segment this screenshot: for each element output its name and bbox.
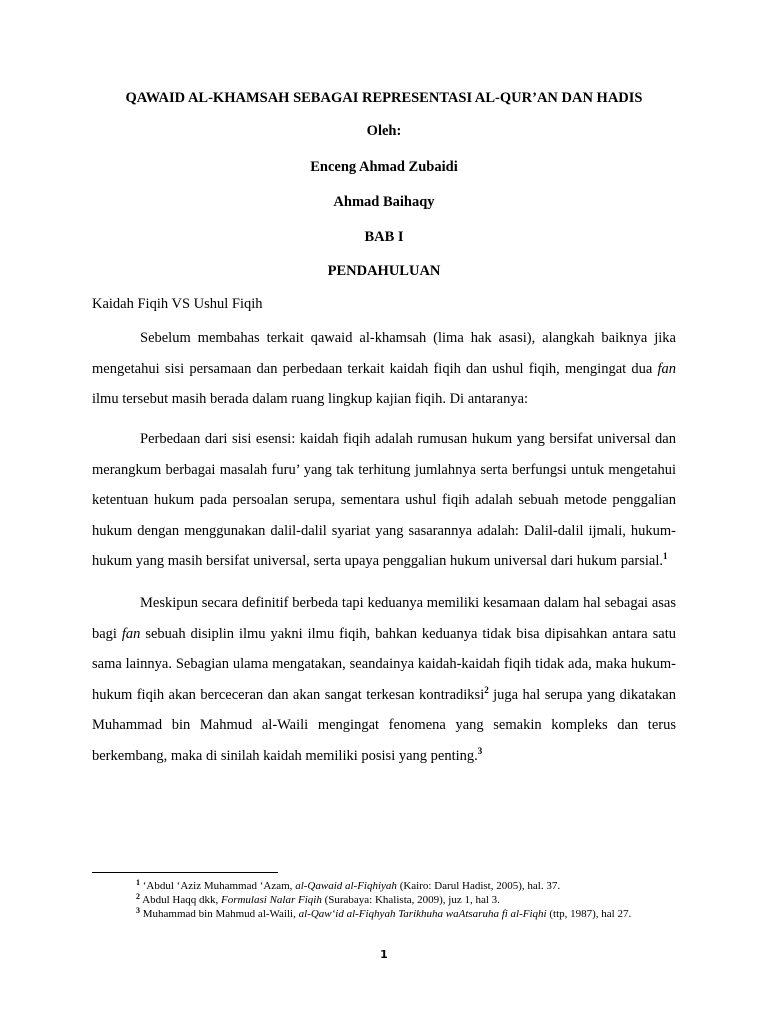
- body-paragraph: Sebelum membahas terkait qawaid al-khamsah (lima hak asasi), alangkah baiknya jika mengetahui sisi persamaan dan perbedaan terkait kaidah fiqih dan ushul fiqih, mengingat dua fan ilmu tersebut masih berada dalam ruang lingkup kajian fiqih. Di antaranya:: [92, 330, 676, 407]
- body-paragraph: Meskipun secara definitif berbeda tapi keduanya memiliki kesamaan dalam hal sebagai asas bagi fan sebuah disiplin ilmu yakni ilmu fiqih, bahkan keduanya tidak bisa dipisahkan antara satu sama lainnya. Sebagian ulama mengatakan, seandainya kaidah-kaidah fiqih tidak ada, maka hukum-hukum fiqih akan berceceran dan akan sangat terkesan kontradiksi$^2$ juga hal serupa yang dikatakan Muhammad bin Mahmud al-Waili mengingat fenomena yang semakin kompleks dan terus berkembang, maka di sinilah kaidah memiliki posisi yang penting.$^3$: [92, 595, 676, 764]
- chapter-title: PENDAHULUAN: [327, 263, 441, 279]
- footnote-ref: 2: [484, 684, 489, 695]
- by-label: Oleh:: [366, 123, 402, 139]
- footnote: $^1$ ‘Abdul ‘Aziz Muhammad ‘Azam, al-Qawaid al-Fiqhiyah (Kairo: Darul Hadist, 2005), hal. 37.: [136, 878, 561, 892]
- body-paragraph: Perbedaan dari sisi esensi: kaidah fiqih adalah rumusan hukum yang bersifat universal dan merangkum berbagai masalah furu’ yang tak terhitung jumlahnya serta berfungsi untuk mengetahui ketentuan hukum pada persoalan serupa, sementara ushul fiqih adalah sebuah metode penggalian hukum dengan menggunakan dalil-dalil syariat yang sasarannya adalah: Dalil-dalil ijmali, hukum-hukum yang masih bersifat universal, serta upaya penggalian hukum universal dari hukum parsial.$^1$: [92, 431, 676, 569]
- footnote: $^2$ Abdul Haqq dkk, Formulasi Nalar Fiqih (Surabaya: Khalista, 2009), juz 1, hal 3.: [136, 892, 500, 906]
- footnote: $^3$ Muhammad bin Mahmud al-Waili, al-Qaw‘id al-Fiqhyah Tarikhuha waAtsaruha fi al-Fiqhi (ttp, 1987), hal 27.: [136, 906, 632, 920]
- author-name: Ahmad Baihaqy: [333, 194, 435, 210]
- author-name: Enceng Ahmad Zubaidi: [310, 159, 458, 175]
- section-subheading: Kaidah Fiqih VS Ushul Fiqih: [92, 296, 263, 312]
- footnote-divider: [92, 872, 278, 873]
- chapter-number: BAB I: [364, 229, 404, 245]
- footnote-ref: 3: [477, 745, 483, 756]
- footnote-ref: 1: [663, 551, 668, 561]
- page-number: 1: [380, 948, 388, 961]
- paper-title: QAWAID AL-KHAMSAH SEBAGAI REPRESENTASI AL-QUR’AN DAN HADIS: [125, 90, 643, 106]
